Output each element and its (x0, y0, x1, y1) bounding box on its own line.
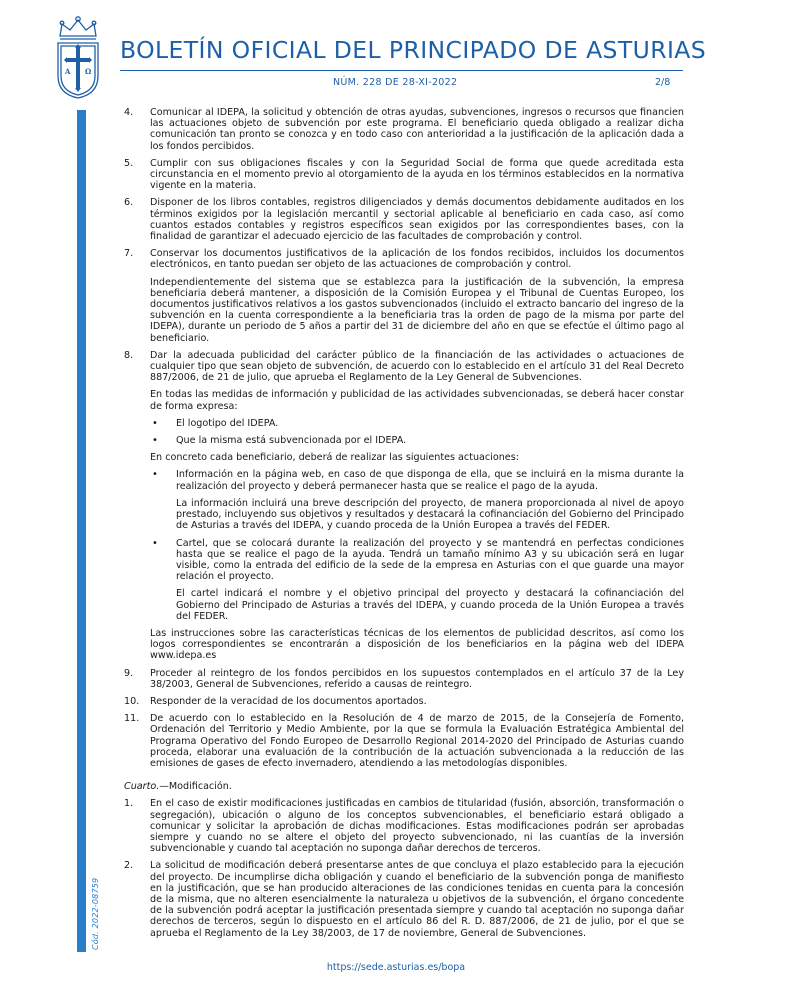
item-number: 1. (124, 798, 134, 810)
list-item (124, 696, 684, 707)
item-text: Responder de la veracidad de los documentos aportados. (150, 695, 427, 707)
item-text: En el caso de existir modificaciones justificadas en cambios de titularidad (fusión, absorción, transformación o segregación), ubicación o alguno de los conceptos subvencionables, el beneficiario estará obligado a comunicar y solicitar la aprobación de dichas modificaciones. Estas modificaciones podrán ser aprobadas siempre y cuando no se altere el objeto del proyecto subvencionado, ni las cuantías de la inversión subvencionable y cuando tal aceptación no suponga dañar derechos de terceros. (150, 798, 684, 855)
item-text: Cumplir con sus obligaciones fiscales y con la Seguridad Social de forma que quede acreditada esta circunstancia en el momento previo al otorgamiento de la ayuda en los términos establecidos en la normativa vigente en la materia. (150, 157, 684, 192)
item-number: 6. (124, 197, 134, 209)
item-number: 7. (124, 248, 134, 260)
list-item (124, 248, 684, 344)
item-text: Dar la adecuada publicidad del carácter público de la financiación de las actividades o actuaciones de cualquier tipo que sean objeto de subvención, de acuerdo con lo establecido en el artículo 31 del Real Decreto 887/2006, de 21 de julio, que aprueba el Reglamento de la Ley General de Subvenciones. (150, 349, 684, 384)
section-label: Cuarto. (124, 781, 160, 793)
item-text: De acuerdo con lo establecido en la Resolución de 4 de marzo de 2015, de la Consejería de Fomento, Ordenación del Territorio y Medio Ambiente, por la que se formula la Evaluación Estratégica Ambiental del Programa Operativo del Fondo Europeo de Desarrollo Regional 2014-2020 del Principado de Asturias cuando proceda, elaborar una evaluación de la contribución de la actuación subvencionada a la reducción de las emisiones de gases de efecto invernadero, atendiendo a las metodologías disponibles. (150, 713, 684, 769)
header-divider (120, 70, 683, 71)
item-paragraph: Independientemente del sistema que se establezca para la justificación de la subvención, la empresa beneficiaria deberá mantener, a disposición de la Comisión Europea y el Tribunal de Cuentas Europeo, los documentos justificativos relativos a los gastos subvencionados (incluido el extracto bancario del ingreso de la subvención en la cuenta correspondiente a la beneficiaria tras la orden de pago de la misma por parte del IDEPA), durante un periodo de 5 años a partir del 31 de diciembre del año en que se efectúe el último pago al beneficiario. (150, 276, 684, 344)
svg-text:Ω: Ω (85, 67, 92, 76)
list-item (124, 107, 684, 152)
list-item (124, 668, 684, 690)
list-item (124, 197, 684, 242)
item-text: Comunicar al IDEPA, la solicitud y obtención de otras ayudas, subvenciones, ingresos o recursos que financien las actuaciones objeto de subvención por este programa. El beneficiario queda obligado a realizar dicha comunicación tan pronto se conozca y en todo caso con anterioridad a la justificación de la aplicación dada a los fondos percibidos. (150, 107, 684, 152)
gazette-title: BOLETÍN OFICIAL DEL PRINCIPADO DE ASTURIAS (120, 36, 707, 64)
asturias-crest-icon (50, 14, 106, 100)
issue-number: NÚM. 228 DE 28-XI-2022 (333, 77, 458, 88)
list-item (124, 158, 684, 192)
item-paragraph: En concreto cada beneficiario, deberá de realizar las siguientes actuaciones: (150, 452, 519, 464)
bullet-subparagraph: La información incluirá una breve descripción del proyecto, de manera proporcionada al nivel de apoyo prestado, incluyendo sus objetivos y resultados y destacará la cofinanciación del Gobierno del Principado de Asturias a través del IDEPA, y cuando proceda de la Unión Europea a través del FEDER. (176, 497, 684, 532)
bullet-subparagraph: El cartel indicará el nombre y el objetivo principal del proyecto y destacará la cofinanciación del Gobierno del Principado de Asturias a través del IDEPA, y cuando proceda de la Unión Europea a través del FEDER. (176, 588, 684, 622)
item-paragraph: En todas las medidas de información y publicidad de las actividades subvencionadas, se deberá hacer constar de forma expresa: (150, 389, 684, 412)
page-number: 2/8 (655, 77, 671, 88)
footer-link[interactable]: https://sede.asturias.es/bopa (326, 962, 466, 973)
bullet-item (150, 538, 684, 622)
document-code: Cód. 2022-08759 (91, 877, 100, 950)
item-number: 10. (124, 695, 140, 707)
list-item (124, 798, 684, 854)
sidebar-bar (77, 110, 86, 952)
item-number: 4. (124, 107, 134, 118)
item-number: 11. (124, 713, 140, 725)
section-title: —Modificación. (159, 781, 232, 793)
item-number: 9. (124, 667, 134, 679)
section-heading (124, 781, 684, 792)
list-item (124, 350, 684, 662)
item-text: Disponer de los libros contables, registros diligenciados y demás documentos debidamente auditados en los términos exigidos por la legislación mercantil y sectorial aplicable al beneficiario en cada caso, así como cuantos estados contables y registros específicos sean exigidos por las correspondientes bases, con la finalidad de garantizar el adecuado ejercicio de las facultades de comprobación y control. (150, 197, 684, 243)
item-paragraph: Las instrucciones sobre las características técnicas de los elementos de publicidad descritos, así como los logos correspondientes se encontrarán a disposición de los beneficiarios en la página web del IDEPA www.idepa.es (150, 627, 684, 662)
document-body (124, 107, 684, 945)
bullet-item: • Que la misma está subvencionada por el IDEPA. (150, 435, 684, 446)
bullet-item (150, 469, 684, 531)
bullet-text: • Información en la página web, en caso de que disponga de ella, que se incluirá en la misma durante la realización del proyecto y deberá permanecer hasta que se realice el pago de la ayuda. (176, 469, 684, 492)
item-number: 8. (124, 349, 134, 361)
list-item (124, 860, 684, 938)
item-text: Conservar los documentos justificativos de la aplicación de los fondos recibidos, incluidos los documentos electrónicos, en tanto puedan ser objeto de las actuaciones de comprobación y control. (150, 248, 684, 271)
bullet-item: • El logotipo del IDEPA. (150, 418, 684, 429)
item-number: 5. (124, 157, 134, 169)
item-text: La solicitud de modificación deberá presentarse antes de que concluya el plazo establecido para la ejecución del proyecto. De incumplirse dicha obligación y cuando el beneficiario de la subvención ponga de manifiesto en la justificación, que se han producido alteraciones de las condiciones tenidas en cuenta para la concesión de la misma, que no alteren esencialmente la naturaleza u objetivos de la subvención, el órgano concedente de la subvención podrá aceptar la justificación presentada siempre y cuando tal aceptación no suponga dañar derechos de terceros, según lo dispuesto en el artículo 86 del R. D. 887/2006, de 21 de julio, por el que se aprueba el Reglamento de la Ley 38/2003, de 17 de noviembre, General de Subvenciones. (150, 860, 684, 939)
svg-text:A: A (65, 67, 71, 76)
item-text: Proceder al reintegro de los fondos percibidos en los supuestos contemplados en el artículo 37 de la Ley 38/2003, General de Subvenciones, referido a causas de reintegro. (150, 667, 684, 690)
item-number: 2. (124, 860, 134, 872)
bullet-text: • Cartel, que se colocará durante la realización del proyecto y se mantendrá en perfectas condiciones hasta que se realice el pago de la ayuda. Tendrá un tamaño mínimo A3 y su ubicación será en lugar visible, como la entrada del edificio de la sede de la empresa en Asturias con el que guarde una mayor relación el proyecto. (176, 537, 684, 583)
list-item (124, 713, 684, 769)
